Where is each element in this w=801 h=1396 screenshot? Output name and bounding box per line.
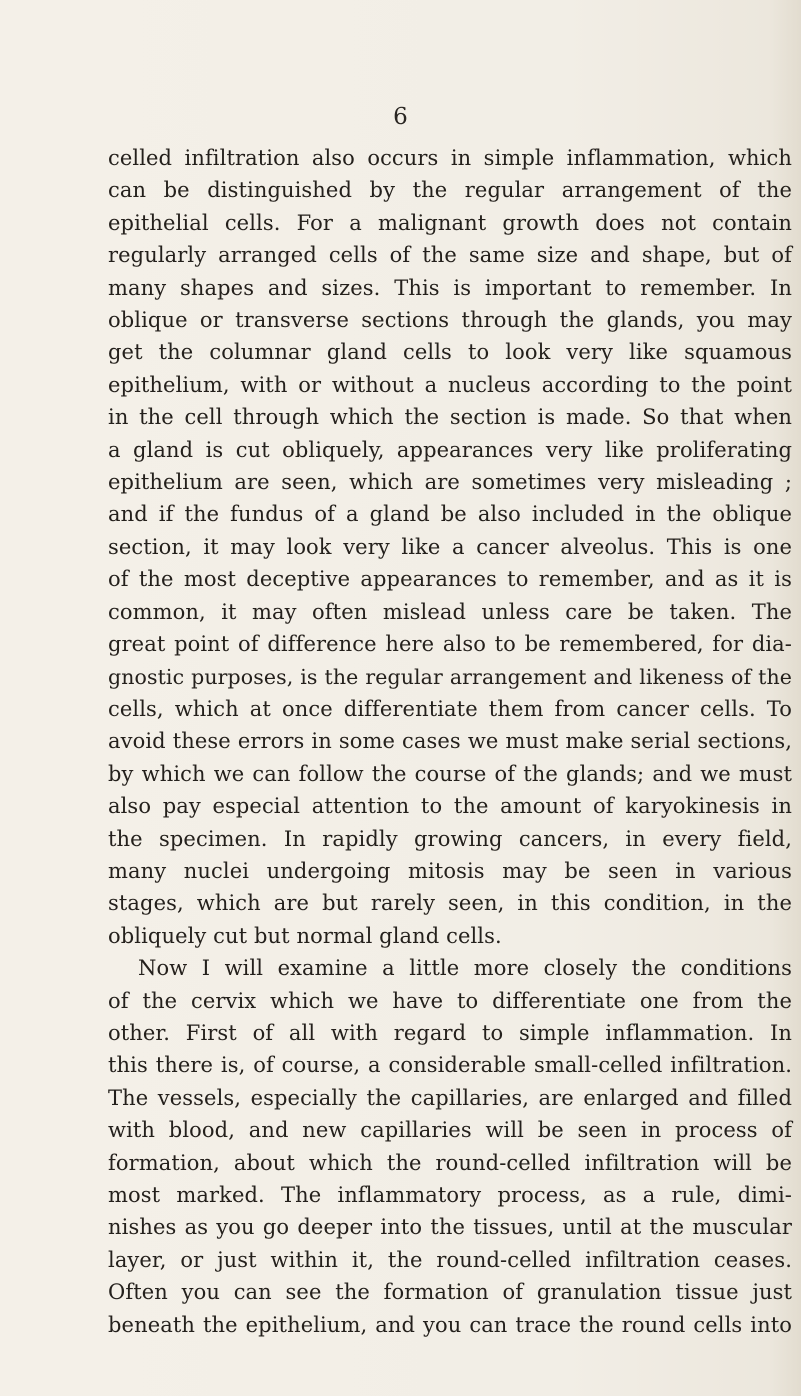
text-line: Often you can see the formation of granulation tissue just xyxy=(108,1280,792,1305)
text-line: nishes as you go deeper into the tissues, until at the muscular xyxy=(108,1215,792,1240)
text-line: of the most deceptive appearances to remember, and as it is xyxy=(108,567,792,592)
body-text xyxy=(108,142,792,1341)
text-line: gnostic purposes, is the regular arrangement and likeness of the xyxy=(108,664,792,689)
text-line: section, it may look very like a cancer alveolus. This is one xyxy=(108,534,792,559)
text-line: by which we can follow the course of the glands; and we must xyxy=(108,761,792,786)
text-line: common, it may often mislead unless care be taken. The xyxy=(108,599,792,624)
text-line: a gland is cut obliquely, appearances very like proliferating xyxy=(108,437,792,462)
text-line: regularly arranged cells of the same size and shape, but of xyxy=(108,243,792,268)
text-line: great point of difference here also to be remembered, for dia- xyxy=(108,632,792,657)
text-line: The vessels, especially the capillaries, are enlarged and filled xyxy=(108,1085,792,1110)
text-line: layer, or just within it, the round-celled infiltration ceases. xyxy=(108,1247,792,1272)
text-line: and if the fundus of a gland be also included in the oblique xyxy=(108,502,792,527)
text-line: many nuclei undergoing mitosis may be seen in various xyxy=(108,858,792,883)
text-line: celled infiltration also occurs in simple inflammation, which xyxy=(108,146,792,170)
text-line: most marked. The inflammatory process, as a rule, dimi- xyxy=(108,1183,792,1207)
page-number: 6 xyxy=(393,104,408,130)
text-line: formation, about which the round-celled infiltration will be xyxy=(108,1150,792,1175)
text-line: can be distinguished by the regular arrangement of the xyxy=(108,178,792,203)
text-line: this there is, of course, a considerable small-celled infiltration. xyxy=(108,1053,792,1078)
text-line: beneath the epithelium, and you can trace the round cells into xyxy=(108,1312,792,1337)
text-line: also pay especial attention to the amount of karyokinesis in xyxy=(108,794,792,819)
text-line: oblique or transverse sections through the glands, you may xyxy=(108,308,792,333)
text-line: the specimen. In rapidly growing cancers, in every field, xyxy=(108,826,792,851)
text-line: epithelium are seen, which are sometimes very misleading ; xyxy=(108,470,792,495)
text-line: get the columnar gland cells to look very like squamous xyxy=(108,340,792,365)
text-line: many shapes and sizes. This is important to remember. In xyxy=(108,275,792,300)
text-line: epithelial cells. For a malignant growth does not contain xyxy=(108,210,792,235)
text-line: cells, which at once differentiate them from cancer cells. To xyxy=(108,696,792,721)
text-line: other. First of all with regard to simple inflammation. In xyxy=(108,1020,792,1045)
text-line: of the cervix which we have to differentiate one from the xyxy=(108,988,792,1013)
text-line: Now I will examine a little more closely the conditions xyxy=(138,956,792,981)
text-line: avoid these errors in some cases we must make serial sections, xyxy=(108,729,792,754)
text-line: with blood, and new capillaries will be seen in process of xyxy=(108,1118,792,1143)
text-line: obliquely cut but normal gland cells. xyxy=(108,923,502,948)
text-line: stages, which are but rarely seen, in this condition, in the xyxy=(108,891,792,916)
text-line: epithelium, with or without a nucleus according to the point xyxy=(108,372,792,397)
text-line: in the cell through which the section is made. So that when xyxy=(108,405,792,430)
